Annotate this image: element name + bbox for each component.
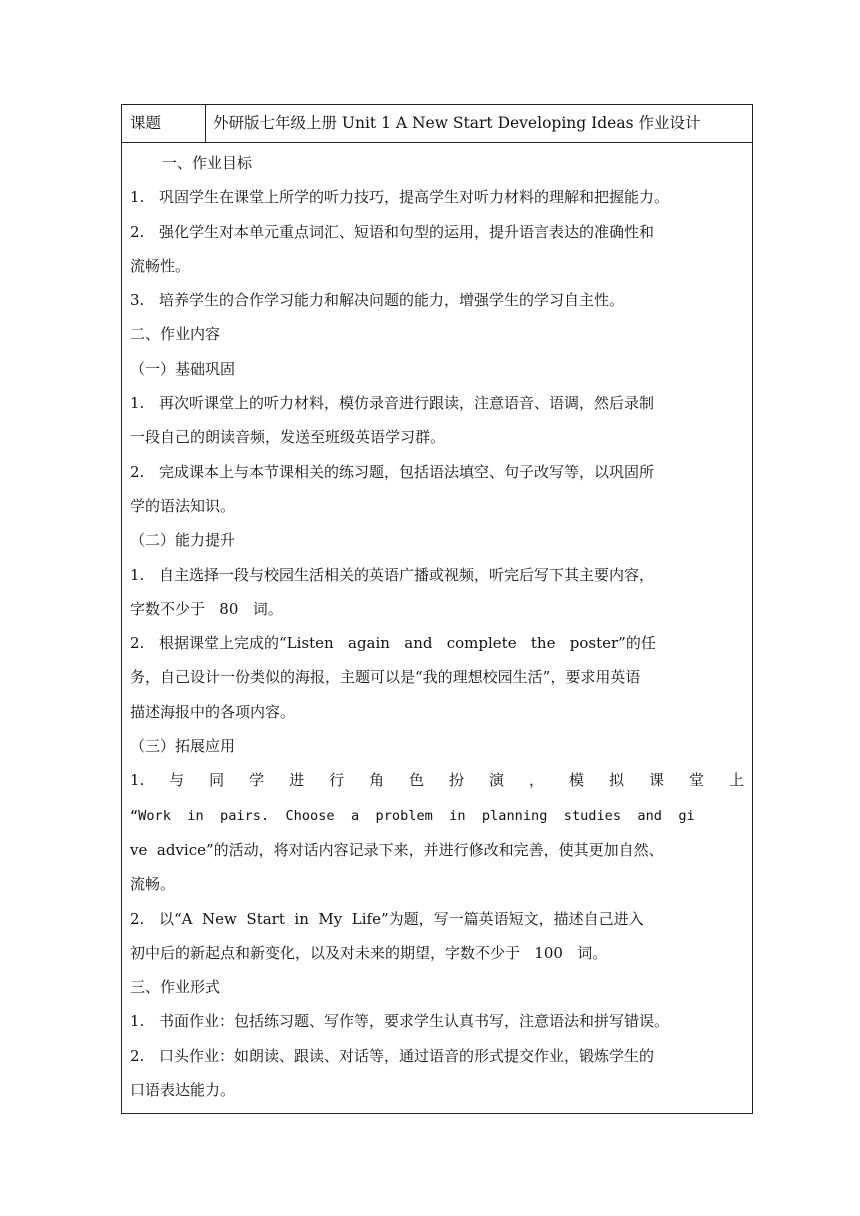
list-item (130, 283, 744, 317)
line-text: 以“A New Start in My Life”为题，写一篇英语短文，描述自己进入 (159, 909, 644, 928)
line-text: 培养学生的合作学习能力和解决问题的能力，增强学生的学习自主性。 (159, 291, 625, 310)
list-item-continuation (130, 695, 744, 729)
list-item (130, 763, 744, 797)
line-text: 字数不少于 80 词。 (130, 599, 283, 618)
line-text: 务，自己设计一份类似的海报，主题可以是“我的理想校园生活”，要求用英语 (130, 668, 641, 687)
table-header-row (122, 105, 752, 143)
item-number: 1. (130, 1012, 145, 1031)
list-item (130, 180, 744, 214)
list-item-continuation (130, 489, 744, 523)
list-item-continuation (130, 249, 744, 283)
line-text: （二）能力提升 (130, 531, 236, 550)
line-text: 根据课堂上完成的“Listen again and complete the poster”的任 (159, 634, 656, 653)
line-text: 学的语法知识。 (130, 496, 236, 515)
list-item (130, 386, 744, 420)
item-number: 1. (130, 565, 145, 584)
list-item (130, 626, 744, 660)
line-text: 口语表达能力。 (130, 1081, 236, 1100)
list-item-continuation (130, 1073, 744, 1107)
list-item (130, 902, 744, 936)
item-number: 3. (130, 291, 145, 310)
line-text: 再次听课堂上的听力材料，模仿录音进行跟读，注意语音、语调，然后录制 (159, 394, 655, 413)
assignment-table (121, 104, 753, 1114)
line-text: 自主选择一段与校园生活相关的英语广播或视频，听完后写下其主要内容， (159, 565, 655, 584)
item-number: 2. (130, 909, 145, 928)
item-number: 1. (130, 394, 145, 413)
line-text: 描述海报中的各项内容。 (130, 702, 296, 721)
topic-title: 外研版七年级上册 Unit 1 A New Start Developing Ideas 作业设计 (213, 114, 701, 132)
section-heading (130, 970, 744, 1004)
line-text: ve advice”的活动，将对话内容记录下来，并进行修改和完善，使其更加自然、 (130, 840, 664, 859)
line-text: 流畅。 (130, 875, 176, 894)
section-heading (130, 317, 744, 351)
topic-label: 课题 (122, 105, 206, 142)
content-cell (122, 143, 752, 1113)
section-heading (130, 146, 744, 180)
list-item-continuation (130, 660, 744, 694)
item-number: 2. (130, 222, 145, 241)
list-item (130, 558, 744, 592)
list-item (130, 1039, 744, 1073)
line-text: 一段自己的朗读音频，发送至班级英语学习群。 (130, 428, 446, 447)
line-text: 流畅性。 (130, 256, 191, 275)
line-text: 书面作业：包括练习题、写作等，要求学生认真书写，注意语法和拼写错误。 (159, 1012, 670, 1031)
list-item (130, 455, 744, 489)
section-heading (130, 352, 744, 386)
item-number: 1. (130, 771, 145, 790)
item-number: 2. (130, 634, 145, 653)
line-text: 与 同 学 进 行 角 色 扮 演 ， 模 拟 课 堂 上 (159, 771, 744, 790)
list-item-continuation (130, 867, 744, 901)
line-text: 一、作业目标 (162, 154, 253, 172)
line-text: 强化学生对本单元重点词汇、短语和句型的运用，提升语言表达的准确性和 (159, 222, 655, 241)
item-number: 2. (130, 462, 145, 481)
line-text: （一）基础巩固 (130, 359, 236, 378)
list-item-continuation (130, 420, 744, 454)
line-text: “Work in pairs. Choose a problem in planning studies and gi (130, 807, 695, 824)
line-text: 巩固学生在课堂上所学的听力技巧，提高学生对听力材料的理解和把握能力。 (159, 188, 670, 207)
section-heading (130, 523, 744, 557)
line-text: 完成课本上与本节课相关的练习题，包括语法填空、句子改写等，以巩固所 (159, 462, 655, 481)
line-text: （三）拓展应用 (130, 737, 236, 756)
line-text: 三、作业形式 (130, 978, 221, 997)
list-item-continuation (130, 936, 744, 970)
line-text: 二、作业内容 (130, 325, 221, 344)
line-text: 口头作业：如朗读、跟读、对话等，通过语音的形式提交作业，锻炼学生的 (159, 1046, 655, 1065)
list-item-continuation (130, 798, 744, 833)
section-heading (130, 729, 744, 763)
item-number: 1. (130, 188, 145, 207)
list-item-continuation (130, 833, 744, 867)
item-number: 2. (130, 1046, 145, 1065)
list-item-continuation (130, 592, 744, 626)
list-item (130, 1004, 744, 1038)
line-text: 初中后的新起点和新变化，以及对未来的期望，字数不少于 100 词。 (130, 943, 608, 962)
list-item (130, 215, 744, 249)
